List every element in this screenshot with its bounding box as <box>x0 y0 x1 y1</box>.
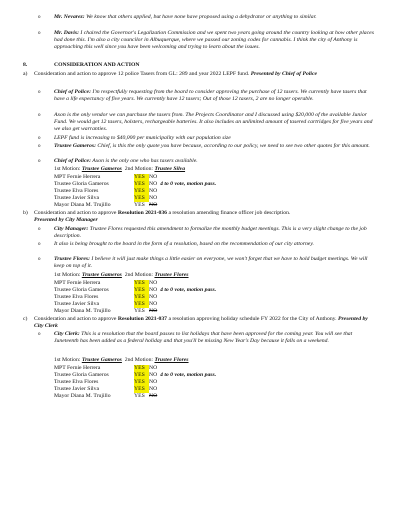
voter-name: MPT Fernie Herrera <box>54 174 101 180</box>
vote-row <box>54 308 157 315</box>
vote-no: NO <box>149 294 158 300</box>
vote-no: NO <box>149 365 158 371</box>
item-a-motion <box>54 166 185 173</box>
section-number: 8. <box>23 62 28 68</box>
vote-no: NO <box>149 372 158 378</box>
bullet-marker: o <box>38 15 41 20</box>
item-a-text <box>34 71 376 78</box>
item-a-bullet-1 <box>54 89 376 103</box>
vote-yes: YES <box>134 174 149 181</box>
intro-bullet-2 <box>54 30 376 52</box>
item-a-letter: a) <box>23 71 28 77</box>
item-a-description: Consideration and action to approve 12 police Tasers from GL: 289 and year 2022 LEPF fund. <box>34 71 251 77</box>
vote-no: NO <box>149 280 158 286</box>
motion-second-label: 2nd Motion: <box>124 272 155 278</box>
bullet-marker: o <box>38 136 41 141</box>
bullet-text: We know that others applied, but have none have proposed using a dehydrator or anything to similar. <box>84 14 317 20</box>
item-b-description: Consideration and action to approve <box>34 210 118 216</box>
bullet-marker: o <box>38 113 41 118</box>
item-b-bullet-3 <box>54 256 376 270</box>
vote-yes: YES <box>134 379 149 386</box>
item-c-resolution: Resolution 2021-037 <box>117 316 168 322</box>
item-b-motion <box>54 272 189 279</box>
vote-yes: YES <box>134 294 149 301</box>
item-c-text <box>34 316 376 330</box>
bullet-text: I believe it will just make things a little easier on everyone, we won't forget that we have to hold budget meetings. We will keep on top of it. <box>54 256 368 270</box>
item-b-resolution: Resolution 2021-036 <box>117 210 168 216</box>
motion-first: Trustee Gameros <box>81 166 122 172</box>
vote-no: NO <box>149 181 158 187</box>
bullet-text: I'm respectfully requesting from the board to consider approving the purchase of 12 tasers. We currently have tasers that have a life expectancy of five years. We currently have 12 tasers; Out of those 12 tasers, 2 are no longer operable. <box>54 89 367 103</box>
item-a-bullet-5 <box>54 158 376 165</box>
motion-first: Trustee Gameros <box>81 357 122 363</box>
motion-second: Trustee Flores <box>154 357 189 363</box>
bullet-text: Axon is the only vendor we can purchase the tasers from. The Projects Coordinator and I discussed using $20,000 of the available Junior Fund. We would get 12 tasers, holsters, rechargeable batteries. It also includes an unlimited amount of tasered cartridges for five years and we also get warranties. <box>54 112 373 133</box>
vote-yes: YES <box>134 188 149 195</box>
vote-no: NO <box>149 308 158 314</box>
section-title: CONSIDERATION AND ACTION <box>54 62 140 68</box>
voter-name: Trustee Gloria Gameros <box>54 372 109 378</box>
vote-no: NO <box>149 202 158 208</box>
vote-result: 4 to 0 vote, motion pass. <box>160 372 217 378</box>
vote-row <box>54 202 157 209</box>
motion-second: Trustee Flores <box>154 272 189 278</box>
vote-yes: YES <box>134 308 145 314</box>
bullet-marker: o <box>38 242 41 247</box>
voter-name: Mayor Diana M. Trujillo <box>54 308 111 314</box>
motion-first-label: 1st Motion: <box>54 166 82 172</box>
motion-first-label: 1st Motion: <box>54 357 82 363</box>
speaker-label: City Clerk: <box>54 331 80 337</box>
item-b-bullet-2 <box>54 241 376 248</box>
item-c-motion <box>54 357 189 364</box>
speaker-label: Mr. Nevarez: <box>54 14 85 20</box>
item-b-bullet-1 <box>54 226 376 240</box>
motion-first: Trustee Gameros <box>81 272 122 278</box>
bullet-text: Trustee Flores requested this amendment to formalize the monthly budget meetings. This is a very slight change to the job description. <box>54 226 367 240</box>
bullet-marker: o <box>38 31 41 36</box>
item-a-bullet-4 <box>54 143 376 150</box>
vote-yes: YES <box>134 280 149 287</box>
voter-name: Trustee Gloria Gameros <box>54 181 109 187</box>
vote-yes: YES <box>134 181 149 188</box>
vote-no: NO <box>149 188 158 194</box>
item-b-description-end: a resolution amending finance officer job description. <box>167 210 291 216</box>
bullet-marker: o <box>38 159 41 164</box>
bullet-marker: o <box>38 227 41 232</box>
bullet-marker: o <box>38 144 41 149</box>
vote-row <box>54 393 157 400</box>
vote-no: NO <box>149 174 158 180</box>
vote-yes: YES <box>134 386 149 393</box>
vote-result: 4 to 0 vote, motion pass. <box>160 181 217 187</box>
motion-second-label: 2nd Motion: <box>124 166 155 172</box>
voter-name: MPT Fernie Herrera <box>54 365 101 371</box>
motion-first-label: 1st Motion: <box>54 272 82 278</box>
voter-name: Mayor Diana M. Trujillo <box>54 202 111 208</box>
item-b-letter: b) <box>23 210 28 216</box>
item-a-presenter: Presented by Chief of Police <box>250 71 318 77</box>
voter-name: Trustee Javier Silva <box>54 301 99 307</box>
bullet-text: I chaired the Governor's Legalization Commission and we spent two years going around the country looking at how other places had done this. I'm also a city councilor in Albuquerque, where we passed our zoning codes for cannabis. I think the city of Anthony is approaching this well since you have been welcoming and trying to learn about the issues. <box>54 30 374 51</box>
motion-second: Trustee Silva <box>154 166 186 172</box>
item-a-bullet-2 <box>54 112 376 134</box>
speaker-label: Chief of Police: <box>54 158 91 164</box>
speaker-label: Mr. Davis: <box>54 30 79 36</box>
bullet-text: It also is being brought to the board in the form of a resolution, based on the recommendation of our city attorney. <box>54 241 314 247</box>
voter-name: Trustee Javier Silva <box>54 195 99 201</box>
vote-no: NO <box>149 287 158 293</box>
bullet-text: This is a resolution that the board passes to list holidays that have been approved for the coming year. You will see that Juneteenth has been added as a federal holiday and that you'll be missing New Year's Day because it falls on a weekend. <box>54 331 353 345</box>
speaker-label: City Manager: <box>54 226 89 232</box>
item-b-text <box>34 210 376 224</box>
voter-name: Mayor Diana M. Trujillo <box>54 393 111 399</box>
vote-yes: YES <box>134 393 145 399</box>
vote-no: NO <box>149 195 158 201</box>
item-b-presenter: Presented by City Manager <box>34 217 98 224</box>
speaker-label: Trustee Flores: <box>54 256 90 262</box>
bullet-marker: o <box>38 90 41 95</box>
item-c-presenter: Presented by City Clerk <box>34 316 368 330</box>
item-c-letter: c) <box>23 316 28 322</box>
voter-name: Trustee Gloria Gameros <box>54 287 109 293</box>
speaker-label: Chief of Police: <box>54 89 91 95</box>
voter-name: MPT Fernie Herrera <box>54 280 101 286</box>
vote-yes: YES <box>134 195 149 202</box>
bullet-marker: o <box>38 332 41 337</box>
bullet-text: Axon is the only one who has tasers available. <box>90 158 198 164</box>
vote-result: 4 to 0 vote, motion pass. <box>160 287 217 293</box>
bullet-text: LEPF fund is increasing to $40,000 per municipality with our population size <box>54 135 231 141</box>
voter-name: Trustee Elva Flores <box>54 294 99 300</box>
item-c-bullet-1 <box>54 331 376 345</box>
vote-yes: YES <box>134 202 145 208</box>
item-c-description: Consideration and action to approve <box>34 316 118 322</box>
vote-no: NO <box>149 386 158 392</box>
bullet-text: Chief, is this the only quote you have because, according to our policy, we need to see two other quotes for this amount. <box>95 143 370 149</box>
item-a-bullet-3 <box>54 135 376 142</box>
vote-no: NO <box>149 393 158 399</box>
vote-yes: YES <box>134 301 149 308</box>
vote-no: NO <box>149 379 158 385</box>
voter-name: Trustee Javier Silva <box>54 386 99 392</box>
motion-second-label: 2nd Motion: <box>124 357 155 363</box>
vote-no: NO <box>149 301 158 307</box>
voter-name: Trustee Elva Flores <box>54 188 99 194</box>
item-c-description-end: a resolution approving holiday schedule FY 2022 for the City of Anthony. <box>167 316 338 322</box>
vote-yes: YES <box>134 287 149 294</box>
speaker-label: Trustee Gameros: <box>54 143 96 149</box>
vote-yes: YES <box>134 365 149 372</box>
intro-bullet-1 <box>54 14 376 21</box>
vote-yes: YES <box>134 372 149 379</box>
bullet-marker: o <box>38 257 41 262</box>
voter-name: Trustee Elva Flores <box>54 379 99 385</box>
